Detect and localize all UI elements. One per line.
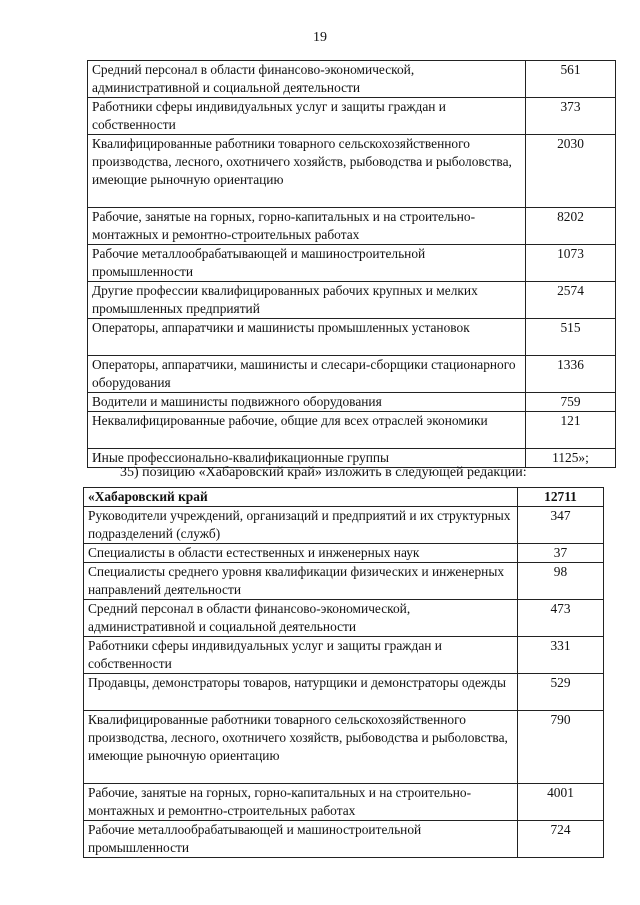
region-header-row	[84, 488, 604, 507]
row-label: Продавцы, демонстраторы товаров, натурщики и демонстраторы одежды	[84, 674, 518, 711]
table-row	[84, 784, 604, 821]
row-value: 561	[526, 61, 616, 98]
table-row	[88, 98, 616, 135]
row-label: Квалифицированные работники товарного сельскохозяйственного производства, лесного, охотничего хозяйств, рыбоводства и рыболовства, имеющие рыночную ориентацию	[84, 711, 518, 784]
row-label: Операторы, аппаратчики и машинисты промышленных установок	[88, 319, 526, 356]
table-row	[84, 674, 604, 711]
row-label: Иные профессионально-квалификационные группы	[88, 449, 526, 468]
row-value: 37	[518, 544, 604, 563]
row-value: 515	[526, 319, 616, 356]
row-value: 529	[518, 674, 604, 711]
row-value: 2030	[526, 135, 616, 208]
row-label: Рабочие, занятые на горных, горно-капитальных и на строительно-монтажных и ремонтно-строительных работах	[84, 784, 518, 821]
row-value: 347	[518, 507, 604, 544]
row-value: 724	[518, 821, 604, 858]
row-label: Неквалифицированные рабочие, общие для всех отраслей экономики	[88, 412, 526, 449]
workforce-table-continued	[87, 60, 616, 468]
row-value: 473	[518, 600, 604, 637]
row-label: Водители и машинисты подвижного оборудования	[88, 393, 526, 412]
row-label: Специалисты среднего уровня квалификации физических и инженерных направлений деятельности	[84, 563, 518, 600]
row-label: Рабочие, занятые на горных, горно-капитальных и на строительно-монтажных и ремонтно-строительных работах	[88, 208, 526, 245]
row-label: Рабочие металлообрабатывающей и машиностроительной промышленности	[88, 245, 526, 282]
row-value: 4001	[518, 784, 604, 821]
region-total: 12711	[518, 488, 604, 507]
row-label: Специалисты в области естественных и инженерных наук	[84, 544, 518, 563]
row-value: 1125»;	[526, 449, 616, 468]
row-label: Работники сферы индивидуальных услуг и защиты граждан и собственности	[88, 98, 526, 135]
row-value: 373	[526, 98, 616, 135]
row-label: Руководители учреждений, организаций и предприятий и их структурных подразделений (служб)	[84, 507, 518, 544]
table-row	[88, 245, 616, 282]
table-row	[88, 393, 616, 412]
row-label: Квалифицированные работники товарного сельскохозяйственного производства, лесного, охотничего хозяйств, рыбоводства и рыболовства, имеющие рыночную ориентацию	[88, 135, 526, 208]
table-row	[88, 412, 616, 449]
amendment-instruction: 35) позицию «Хабаровский край» изложить в следующей редакции:	[120, 465, 527, 480]
table-row	[88, 282, 616, 319]
table-row	[88, 356, 616, 393]
row-value: 8202	[526, 208, 616, 245]
row-label: Рабочие металлообрабатывающей и машиностроительной промышленности	[84, 821, 518, 858]
khabarovsk-table	[83, 487, 604, 858]
table-row	[84, 544, 604, 563]
row-value: 98	[518, 563, 604, 600]
table-row	[88, 61, 616, 98]
table-row	[84, 637, 604, 674]
table-row	[84, 821, 604, 858]
table-row	[84, 600, 604, 637]
row-label: Операторы, аппаратчики, машинисты и слесари-сборщики стационарного оборудования	[88, 356, 526, 393]
row-label: Работники сферы индивидуальных услуг и защиты граждан и собственности	[84, 637, 518, 674]
table-row	[84, 711, 604, 784]
row-value: 759	[526, 393, 616, 412]
row-value: 790	[518, 711, 604, 784]
region-name: «Хабаровский край	[84, 488, 518, 507]
table-row	[84, 507, 604, 544]
table-row	[84, 563, 604, 600]
table-row	[88, 319, 616, 356]
table-row	[88, 208, 616, 245]
row-value: 121	[526, 412, 616, 449]
row-value: 1073	[526, 245, 616, 282]
row-value: 331	[518, 637, 604, 674]
page-number: 19	[313, 30, 327, 45]
table-row	[88, 135, 616, 208]
row-value: 2574	[526, 282, 616, 319]
row-label: Средний персонал в области финансово-экономической, административной и социальной деятельности	[84, 600, 518, 637]
row-label: Средний персонал в области финансово-экономической, административной и социальной деятельности	[88, 61, 526, 98]
row-value: 1336	[526, 356, 616, 393]
row-label: Другие профессии квалифицированных рабочих крупных и мелких промышленных предприятий	[88, 282, 526, 319]
